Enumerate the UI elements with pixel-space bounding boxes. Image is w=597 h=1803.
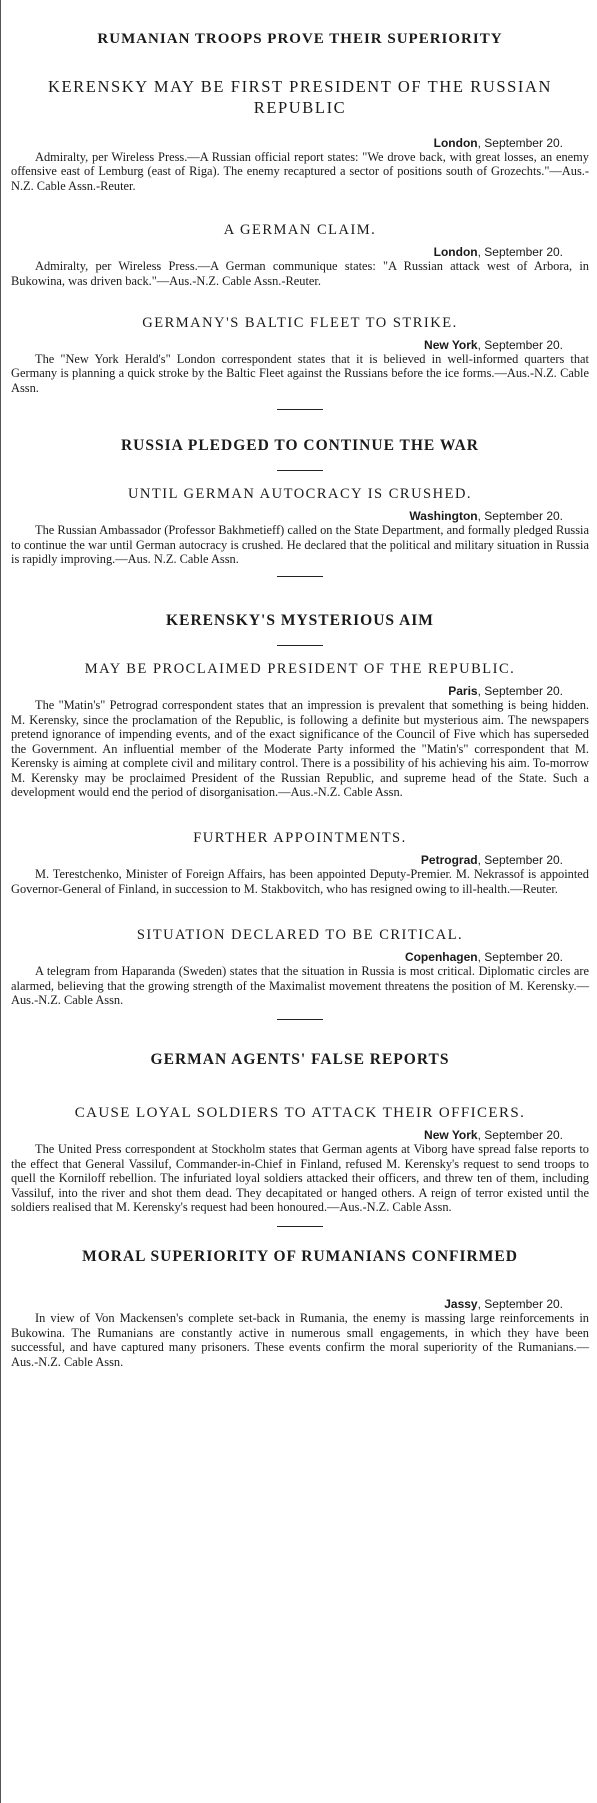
article-kerensky-aim: [11, 611, 589, 799]
subheadline: SITUATION DECLARED TO BE CRITICAL.: [136, 927, 464, 944]
article-body: M. Terestchenko, Minister of Foreign Affairs, has been appointed Deputy-Premier. M. Nekrassof is appointed Governor-General of Finland, in succession to M. Stakbovitch, who has resigned owing to ill-health.—Reuter.: [11, 867, 589, 896]
headline: GERMAN AGENTS' FALSE REPORTS: [150, 1051, 450, 1069]
article-situation-critical: [11, 926, 589, 1007]
headline: MORAL SUPERIORITY OF RUMANIANS CONFIRMED: [82, 1248, 518, 1266]
article-baltic-fleet: [11, 314, 589, 395]
headline: RUMANIAN TROOPS PROVE THEIR SUPERIORITY: [97, 31, 503, 47]
subheadline: KERENSKY MAY BE FIRST PRESIDENT OF THE RUSSIAN REPUBLIC: [47, 77, 553, 117]
article-german-claim: [11, 221, 589, 288]
article-body: The Russian Ambassador (Professor Bakhmetieff) called on the State Department, and formally pledged Russia to continue the war until German autocracy is crushed. He declared that the political and military situation in Russia is rapidly improving.—Aus. N.Z. Cable Assn.: [11, 523, 589, 567]
article-body: In view of Von Mackensen's complete set-back in Rumania, the enemy is massing large reinforcements in Bukowina. The Rumanians are constantly active in numerous small engagements, in which they have been successful, and have captured many prisoners. These events confirm the moral superiority of the Rumanians.—Aus.-N.Z. Cable Assn.: [11, 1311, 589, 1369]
article-body: The "New York Herald's" London correspondent states that it is believed in well-informed quarters that Germany is planning a quick stroke by the Baltic Fleet against the Russians before the ice forms.—Aus.-N.Z. Cable Assn.: [11, 352, 589, 395]
dateline-place: New York: [424, 1128, 478, 1143]
dateline: Washington, September 20.: [409, 509, 563, 524]
article-moral-superiority: [11, 1247, 589, 1369]
dateline: Copenhagen, September 20.: [404, 950, 563, 965]
subheadline: MAY BE PROCLAIMED PRESIDENT OF THE REPUBLIC.: [84, 661, 516, 678]
dateline: Jassy, September 20.: [444, 1297, 563, 1312]
dateline: New York, September 20.: [424, 338, 563, 353]
dateline-place: London: [433, 136, 478, 150]
article-body: The "Matin's" Petrograd correspondent states that an impression is prevalent that something is being hidden. M. Kerensky, since the proclamation of the Republic, is following a definite but mysterious aim. The newspapers pretend ignorance of impending events, and of the exact significance of the Council of Five which has superseded the Government. An influential member of the Moderate Party informed the "Matin's" correspondent that M. Kerensky is aiming at complete civil and military control. There is a possibility of his achieving his aim. To-morrow M. Kerensky may be proclaimed President of the Russian Republic, and supreme head of the State. Such a development would end the period of disorganisation.—Aus.-N.Z. Cable Assn.: [11, 698, 589, 799]
article-rumanian-troops: [11, 0, 589, 193]
dateline-date: September 20.: [484, 136, 563, 150]
dateline-date: September 20.: [484, 509, 563, 524]
article-body: Admiralty, per Wireless Press.—A Russian official report states: "We drove back, with great losses, an enemy offensive east of Lemburg (east of Riga). The enemy recaptured a sector of positions south of Grozechts."—Aus.-N.Z. Cable Assn.-Reuter.: [11, 150, 589, 193]
dateline-place: London: [433, 245, 478, 260]
article-body: A telegram from Haparanda (Sweden) states that the situation in Russia is most critical. Diplomatic circles are alarmed, believing that the growing strength of the Maximalist movement threatens the position of M. Kerensky.—Aus.-N.Z. Cable Assn.: [11, 964, 589, 1007]
dateline-date: September 20.: [484, 853, 563, 868]
dateline: Paris, September 20.: [448, 684, 563, 699]
subheadline: FURTHER APPOINTMENTS.: [193, 830, 407, 847]
dateline: London, September 20.: [433, 245, 563, 260]
dateline-date: September 20.: [484, 684, 563, 699]
article-body: The United Press correspondent at Stockholm states that German agents at Viborg have spread false reports to the effect that General Vassiluf, Commander-in-Chief in Finland, refused M. Kerensky's request to send troops to quell the Korniloff rebellion. The infuriated loyal soldiers attacked their officers, and threw ten of them, including Vassiluf, into the river and shot them dead. They decapitated or hanged others. A reign of terror existed until the soldiers realised that M. Kerensky's request had been honoured.—Aus.-N.Z. Cable Assn.: [11, 1142, 589, 1214]
dateline: London, September 20.: [433, 136, 563, 150]
dateline-date: September 20.: [484, 1128, 563, 1143]
dateline-place: Washington: [409, 509, 478, 524]
headline: RUSSIA PLEDGED TO CONTINUE THE WAR: [120, 437, 480, 455]
article-body: Admiralty, per Wireless Press.—A German communique states: "A Russian attack west of Arbora, in Bukowina, was driven back."—Aus.-N.Z. Cable Assn.-Reuter.: [11, 259, 589, 288]
dateline-place: Paris: [448, 684, 478, 699]
article-russia-pledged: [11, 436, 589, 566]
dateline-date: September 20.: [484, 338, 563, 353]
dateline-date: September 20.: [484, 1297, 563, 1312]
article-further-appointments: [11, 829, 589, 896]
subheadline: CAUSE LOYAL SOLDIERS TO ATTACK THEIR OFFICERS.: [74, 1105, 526, 1122]
dateline-date: September 20.: [484, 245, 563, 260]
subheadline: UNTIL GERMAN AUTOCRACY IS CRUSHED.: [127, 486, 473, 503]
dateline: New York, September 20.: [424, 1128, 563, 1143]
dateline-place: New York: [424, 338, 478, 353]
subheadline: GERMANY'S BALTIC FLEET TO STRIKE.: [142, 315, 458, 332]
dateline-place: Jassy: [444, 1297, 478, 1312]
dateline-place: Copenhagen: [404, 950, 478, 965]
dateline: Petrograd, September 20.: [420, 853, 563, 868]
headline: KERENSKY'S MYSTERIOUS AIM: [166, 612, 434, 630]
article-german-agents: [11, 1050, 589, 1214]
dateline-place: Petrograd: [420, 853, 478, 868]
subheadline: A GERMAN CLAIM.: [223, 222, 377, 239]
dateline-date: September 20.: [484, 950, 563, 965]
